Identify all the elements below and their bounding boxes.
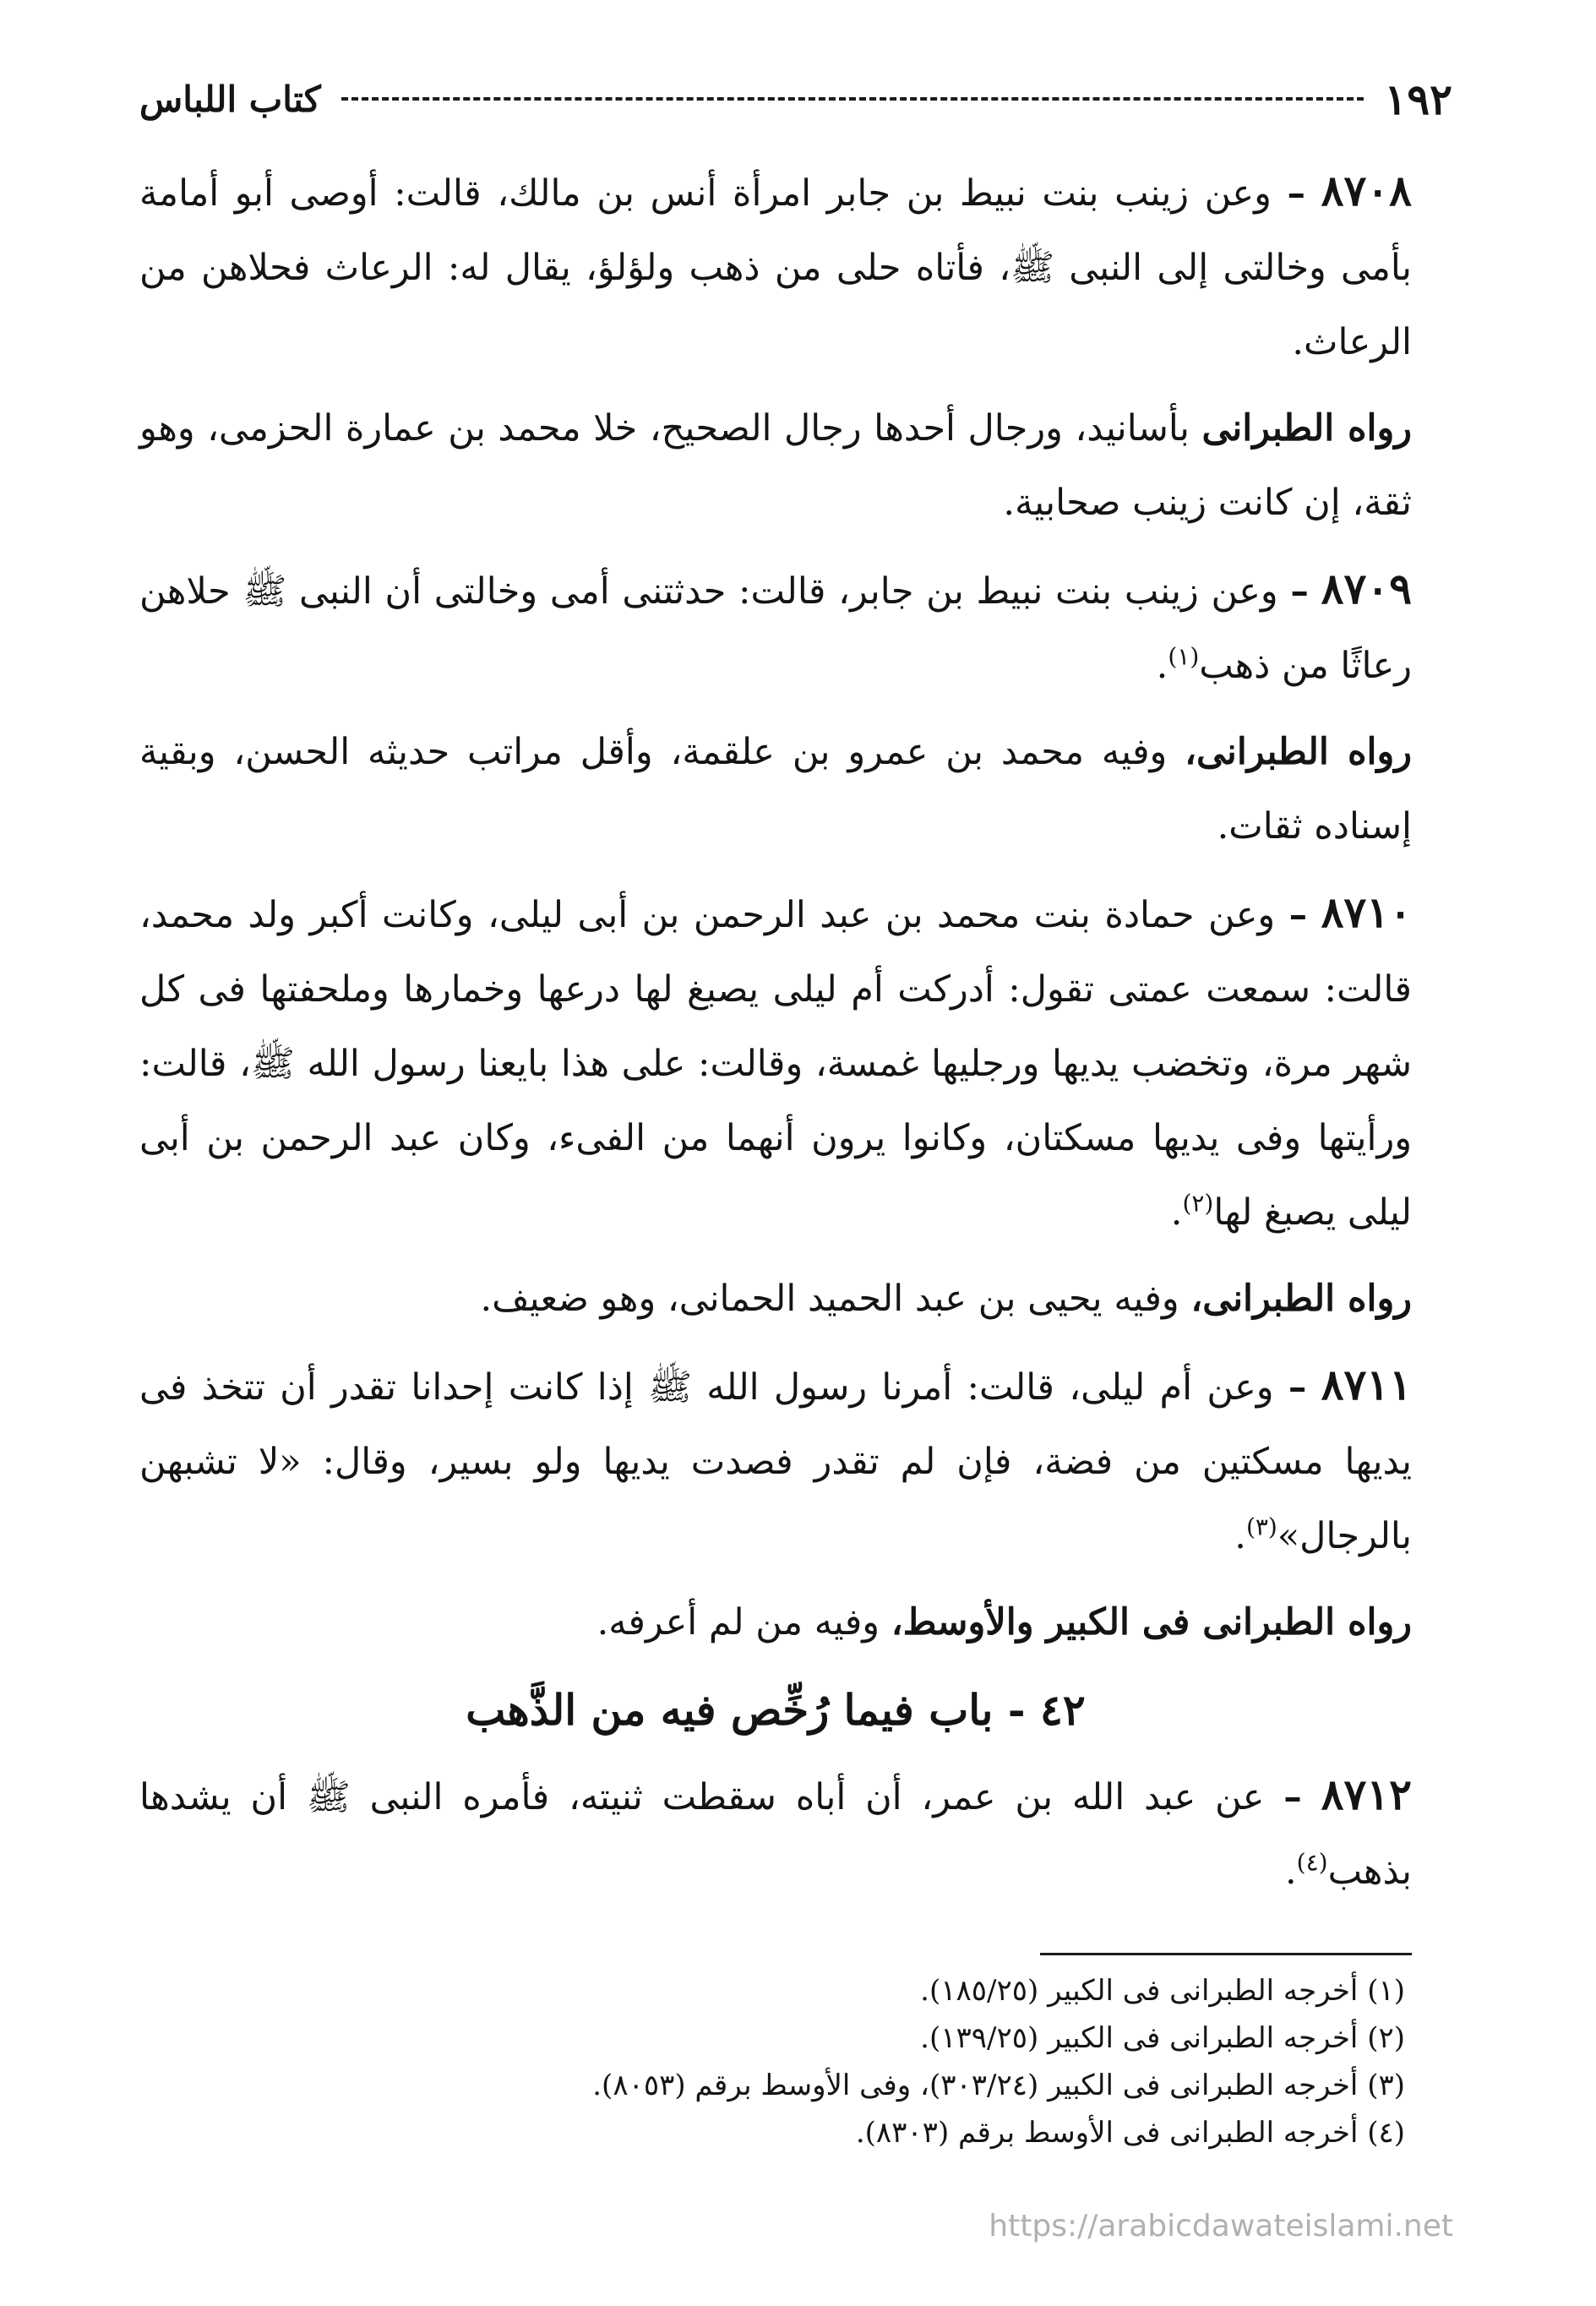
hadith-8709 <box>139 552 1412 703</box>
narrator-lead: رواه الطبرانى، <box>1190 1278 1412 1320</box>
hadith-text: وعن أم ليلى، قالت: أمرنا رسول الله ﷺ إذا كانت إحدانا تقدر أن تتخذ فى يديها مسكتين من فضة، فإن لم تقدر فصدت يديها ولو بسير، وقال: «لا تشبهن بالرجال» <box>139 1366 1412 1557</box>
hadith-text: وعن زينب بنت نبيط بن جابر امرأة أنس بن مالك، قالت: أوصى أبو أمامة بأمى وخالتى إلى النبى ﷺ، فأتاه حلى من ذهب ولؤلؤ، يقال له: الرعاث فحلاهن من الرعاث. <box>139 172 1412 363</box>
narrator-lead: رواه الطبرانى <box>1201 407 1412 450</box>
hadith-number: ٨٧١١ <box>1321 1360 1413 1409</box>
hadith-8711 <box>139 1348 1412 1573</box>
footnote-1: (١) أخرجه الطبرانى فى الكبير (١٨٥/٢٥). <box>920 1974 1405 2008</box>
hadith-number: ٨٧١٠ <box>1321 887 1412 937</box>
page-number: ١٩٢ <box>1384 74 1452 124</box>
dash: – <box>1283 1776 1302 1818</box>
chapter-heading: ٤٢ - باب فيما رُخِّص فيه من الذَّهب <box>466 1685 1086 1735</box>
narration-note <box>139 715 1412 864</box>
footnotes <box>139 1967 1405 2156</box>
footnote-separator <box>1040 1953 1412 1955</box>
narration-note <box>139 391 1412 540</box>
hadith-text: وعن حمادة بنت محمد بن عبد الرحمن بن أبى ليلى، وكانت أكبر ولد محمد، قالت: سمعت عمتى تقول: أدركت أم ليلى يصبغ لها درعها وخمارها وملحفتها فى كل شهر مرة، وتخضب يديها ورجليها غمسة، وقالت: على هذا بايعنا رسول الله ﷺ، قالت: ورأيتها وفى يديها مسكتان، وكانوا يرون أنهما من الفىء، وكان عبد الرحمن بن أبى ليلى يصبغ لها <box>139 894 1412 1234</box>
hadith-8712 <box>139 1758 1412 1909</box>
footnote-3: (٣) أخرجه الطبرانى فى الكبير (٣٠٣/٢٤)، وفى الأوسط برقم (٨٠٥٣). <box>592 2069 1405 2102</box>
sentence-end: . <box>1234 1515 1246 1557</box>
hadith-8708 <box>139 154 1412 379</box>
narrator-lead: رواه الطبرانى، <box>1185 731 1412 773</box>
hadith-text: وعن زينب بنت نبيط بن جابر، قالت: حدثتنى أمى وخالتى أن النبى ﷺ حلاهن رعاثًا من ذهب <box>139 570 1412 687</box>
dash: – <box>1288 894 1308 936</box>
narration-text: وفيه من لم أعرفه. <box>596 1601 880 1644</box>
narrator-lead: رواه الطبرانى فى الكبير والأوسط، <box>891 1601 1412 1644</box>
sentence-end: . <box>1156 645 1168 687</box>
running-header <box>139 69 1452 128</box>
footnote-reference[interactable]: (٣) <box>1245 1513 1277 1541</box>
sentence-end: . <box>1170 1191 1183 1234</box>
narration-text: بأسانيد، ورجال أحدها رجال الصحيح، خلا محمد بن عمارة الحزمى، وهو ثقة، إن كانت زينب صحابية. <box>139 407 1412 524</box>
hadith-text: عن عبد الله بن عمر، أن أباه سقطت ثنيته، فأمره النبى ﷺ أن يشدها بذهب <box>139 1776 1412 1893</box>
footnote-reference[interactable]: (٢) <box>1182 1189 1214 1218</box>
main-text <box>139 154 1412 1921</box>
narration-note <box>139 1262 1412 1336</box>
narration-text: وفيه يحيى بن عبد الحميد الحمانى، وهو ضعيف. <box>480 1278 1179 1320</box>
book-title: كتاب اللباس <box>139 78 321 120</box>
hadith-number: ٨٧٠٨ <box>1321 166 1413 215</box>
footnote-reference[interactable]: (١) <box>1168 642 1200 671</box>
hadith-number: ٨٧٠٩ <box>1321 564 1413 613</box>
hadith-8710 <box>139 875 1412 1250</box>
dash: – <box>1290 570 1309 613</box>
website-watermark: https://arabicdawateislami.net <box>989 2209 1453 2243</box>
header-dashed-rule <box>341 97 1364 101</box>
footnote-2: (٢) أخرجه الطبرانى فى الكبير (١٣٩/٢٥). <box>920 2021 1405 2055</box>
dash: – <box>1287 172 1305 215</box>
hadith-number: ٨٧١٢ <box>1321 1769 1413 1819</box>
footnote-4: (٤) أخرجه الطبرانى فى الأوسط برقم (٨٣٠٣). <box>855 2116 1405 2150</box>
sentence-end: . <box>1284 1851 1297 1893</box>
footnote-reference[interactable]: (٤) <box>1296 1848 1328 1877</box>
narration-note <box>139 1585 1412 1660</box>
dash: – <box>1288 1366 1307 1409</box>
narration-text: وفيه محمد بن عمرو بن علقمة، وأقل مراتب حديثه الحسن، وبقية إسناده ثقات. <box>139 731 1412 848</box>
